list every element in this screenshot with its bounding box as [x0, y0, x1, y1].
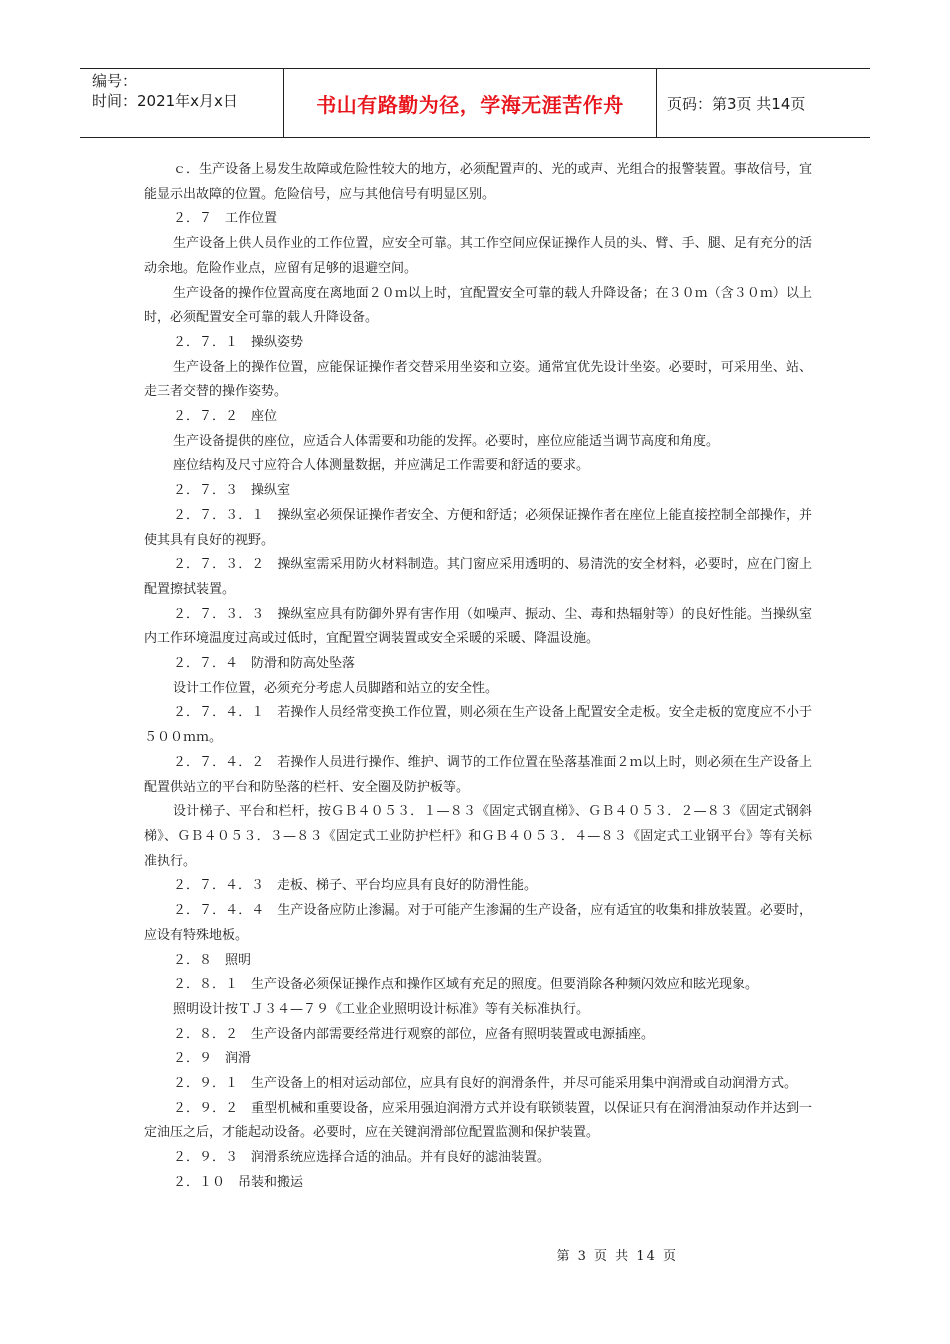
paragraph: 照明设计按ＴＪ３４—７９《工业企业照明设计标准》等有关标准执行。 — [173, 1001, 590, 1017]
paragraph: 座位结构及尺寸应符合人体测量数据，并应满足工作需要和舒适的要求。 — [173, 458, 590, 474]
page-footer: 第 3 页 共 14 页 — [556, 1249, 678, 1264]
section-heading: ２．７．２ 座位 — [173, 409, 278, 425]
paragraph: 生产设备上的操作位置，应能保证操作者交替采用坐姿和立姿。通常宜优先设计坐姿。必要时，可采用坐、站、走三者交替的操作姿势。 — [144, 359, 812, 400]
paragraph: ２．７．４．３ 走板、梯子、平台均应具有良好的防滑性能。 — [173, 878, 538, 894]
page-header — [80, 68, 870, 138]
paragraph: ２．７．３．２ 操纵室需采用防火材料制造。其门窗应采用透明的、易清洗的安全材料，必要时，应在门窗上配置擦拭装置。 — [144, 557, 812, 597]
paragraph: ２．７．４．２ 若操作人员进行操作、维护、调节的工作位置在坠落基准面２ｍ以上时，则必须在生产设备上配置供站立的平台和防坠落的栏杆、安全圈及防护板等。 — [144, 754, 812, 795]
header-motto: 书山有路勤为径，学海无涯苦作舟 — [316, 92, 624, 117]
paragraph: ２．７．４．１ 若操作人员经常变换工作位置，则必须在生产设备上配置安全走板。安全走板的宽度应不小于５００ｍｍ。 — [144, 705, 812, 746]
paragraph: ２．９．３ 润滑系统应选择合适的油品。并有良好的滤油装置。 — [173, 1150, 551, 1166]
section-heading: ２．９ 润滑 — [173, 1051, 252, 1067]
document-number: 编号： — [92, 72, 138, 90]
section-heading: ２．７．１ 操纵姿势 — [173, 334, 304, 350]
section-heading: ２．７．４ 防滑和防高处坠落 — [173, 656, 356, 672]
document-time: 时间：2021年x月x日 — [92, 92, 238, 110]
paragraph: ２．８．２ 生产设备内部需要经常进行观察的部位，应备有照明装置或电源插座。 — [173, 1026, 655, 1042]
header-meta — [80, 69, 283, 137]
section-heading: ２．８ 照明 — [173, 952, 252, 968]
paragraph: ２．７．４．４ 生产设备应防止渗漏。对于可能产生渗漏的生产设备，应有适宜的收集和排放装置。必要时，应设有特殊地板。 — [144, 903, 812, 943]
section-heading: ２．１０ 吊装和搬运 — [173, 1174, 304, 1190]
paragraph: 生产设备的操作位置高度在离地面２０ｍ以上时，宜配置安全可靠的载人升降设备；在３０ｍ（含３０ｍ）以上时，必须配置安全可靠的载人升降设备。 — [144, 285, 812, 326]
section-heading: ２．７ 工作位置 — [173, 211, 278, 227]
paragraph: 生产设备上供人员作业的工作位置，应安全可靠。其工作空间应保证操作人员的头、臂、手、腿、足有充分的活动余地。危险作业点，应留有足够的退避空间。 — [144, 236, 812, 276]
paragraph: ２．９．２ 重型机械和重要设备，应采用强迫润滑方式并设有联锁装置，以保证只有在润滑油泵动作并达到一定油压之后，才能起动设备。必要时，应在关键润滑部位配置监测和保护装置。 — [144, 1100, 812, 1141]
section-heading: ２．７．３ 操纵室 — [173, 483, 291, 499]
header-motto-cell — [283, 69, 657, 137]
paragraph: 生产设备提供的座位，应适合人体需要和功能的发挥。必要时，座位应能适当调节高度和角度。 — [173, 433, 720, 449]
paragraph: ｃ．生产设备上易发生故障或危险性较大的地方，必须配置声的、光的或声、光组合的报警装置。事故信号，宜能显示出故障的位置。危险信号，应与其他信号有明显区别。 — [144, 162, 812, 202]
paragraph: ２．８．１ 生产设备必须保证操作点和操作区域有充足的照度。但要消除各种频闪效应和眩光现象。 — [173, 977, 759, 993]
paragraph: 设计工作位置，必须充分考虑人员脚踏和站立的安全性。 — [173, 680, 499, 696]
header-page-info: 页码：第3页 共14页 — [667, 94, 806, 113]
paragraph: ２．７．３．１ 操纵室必须保证操作者安全、方便和舒适；必须保证操作者在座位上能直接控制全部操作，并使其具有良好的视野。 — [144, 507, 812, 548]
paragraph: 设计梯子、平台和栏杆，按ＧＢ４０５３．１—８３《固定式钢直梯》、ＧＢ４０５３．２—８３《固定式钢斜梯》、ＧＢ４０５３．３—８３《固定式工业防护栏杆》和ＧＢ４０５３．４—８３《固定式工业钢平台》等有关标准执行。 — [144, 804, 812, 869]
document-body — [144, 158, 812, 1196]
paragraph: ２．７．３．３ 操纵室应具有防御外界有害作用（如噪声、振动、尘、毒和热辐射等）的良好性能。当操纵室内工作环境温度过高或过低时，宜配置空调装置或安全采暖的采暖、降温设施。 — [144, 606, 812, 647]
paragraph: ２．９．１ 生产设备上的相对运动部位，应具有良好的润滑条件，并尽可能采用集中润滑或自动润滑方式。 — [173, 1076, 798, 1092]
